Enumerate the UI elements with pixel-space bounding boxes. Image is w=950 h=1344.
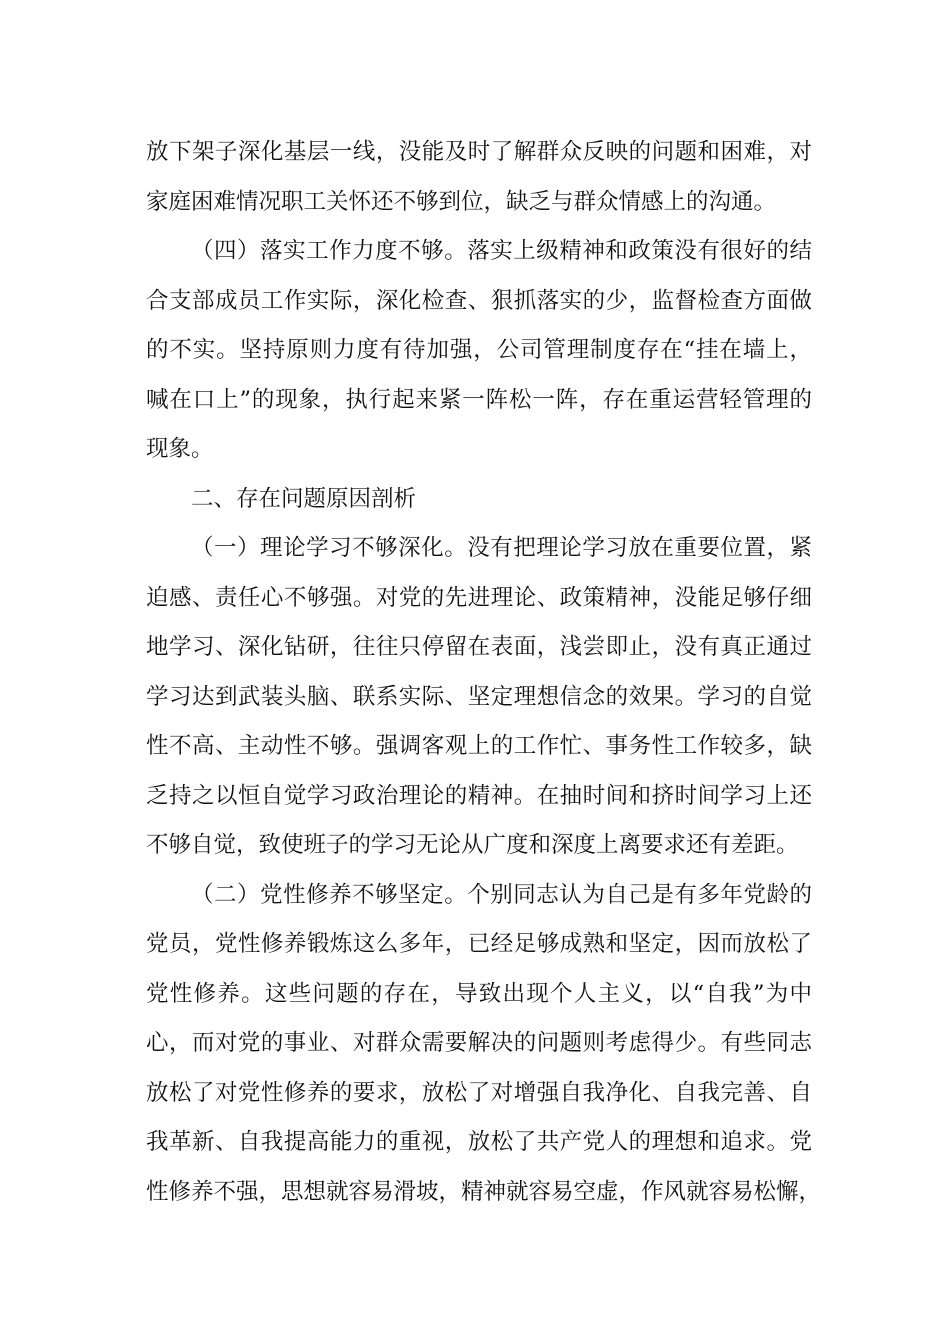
paragraph-1-start: （一）理论学习不够深化。没有把理论学习放在重要位置，紧 (191, 535, 812, 561)
text-line: 党员，党性修养锻炼这么多年，已经足够成熟和坚定，因而放松了 (146, 931, 812, 957)
text-line: 性不高、主动性不够。强调客观上的工作忙、事务性工作较多，缺 (146, 733, 812, 759)
text-line: 我革新、自我提高能力的重视，放松了共产党人的理想和追求。党 (146, 1129, 812, 1155)
text-line: 放下架子深化基层一线，没能及时了解群众反映的问题和困难，对 (146, 139, 812, 165)
text-line: 迫感、责任心不够强。对党的先进理论、政策精神，没能足够仔细 (146, 584, 812, 611)
text-line: 学习达到武装头脑、联系实际、坚定理想信念的效果。学习的自觉 (146, 683, 812, 710)
paragraph-2-start: （二）党性修养不够坚定。个别同志认为自己是有多年党龄的 (191, 881, 812, 908)
text-line: 地学习、深化钻研，往往只停留在表面，浅尝即止，没有真正通过 (146, 634, 812, 660)
text-line: 心，而对党的事业、对群众需要解决的问题则考虑得少。有些同志 (146, 1030, 812, 1056)
text-line: 合支部成员工作实际，深化检查、狠抓落实的少，监督检查方面做 (146, 287, 812, 314)
text-line: 乏持之以恒自觉学习政治理论的精神。在抽时间和挤时间学习上还 (146, 782, 812, 809)
document-body (146, 128, 822, 1217)
text-line: 性修养不强，思想就容易滑坡，精神就容易空虚，作风就容易松懈， (146, 1178, 822, 1205)
text-line: 喊在口上”的现象，执行起来紧一阵松一阵，存在重运营轻管理的 (146, 386, 812, 413)
text-line: 现象。 (146, 436, 214, 462)
text-line: 不够自觉，致使班子的学习无论从广度和深度上离要求还有差距。 (146, 832, 799, 858)
text-line: 党性修养。这些问题的存在，导致出现个人主义，以“自我”为中 (146, 980, 812, 1007)
text-line: 放松了对党性修养的要求，放松了对增强自我净化、自我完善、自 (146, 1079, 812, 1106)
text-line: 的不实。坚持原则力度有待加强，公司管理制度存在“挂在墙上， (146, 337, 812, 363)
section-heading: 二、存在问题原因剖析 (191, 485, 417, 512)
paragraph-4-start: （四）落实工作力度不够。落实上级精神和政策没有很好的结 (191, 238, 812, 264)
text-line: 家庭困难情况职工关怀还不够到位，缺乏与群众情感上的沟通。 (146, 188, 777, 215)
